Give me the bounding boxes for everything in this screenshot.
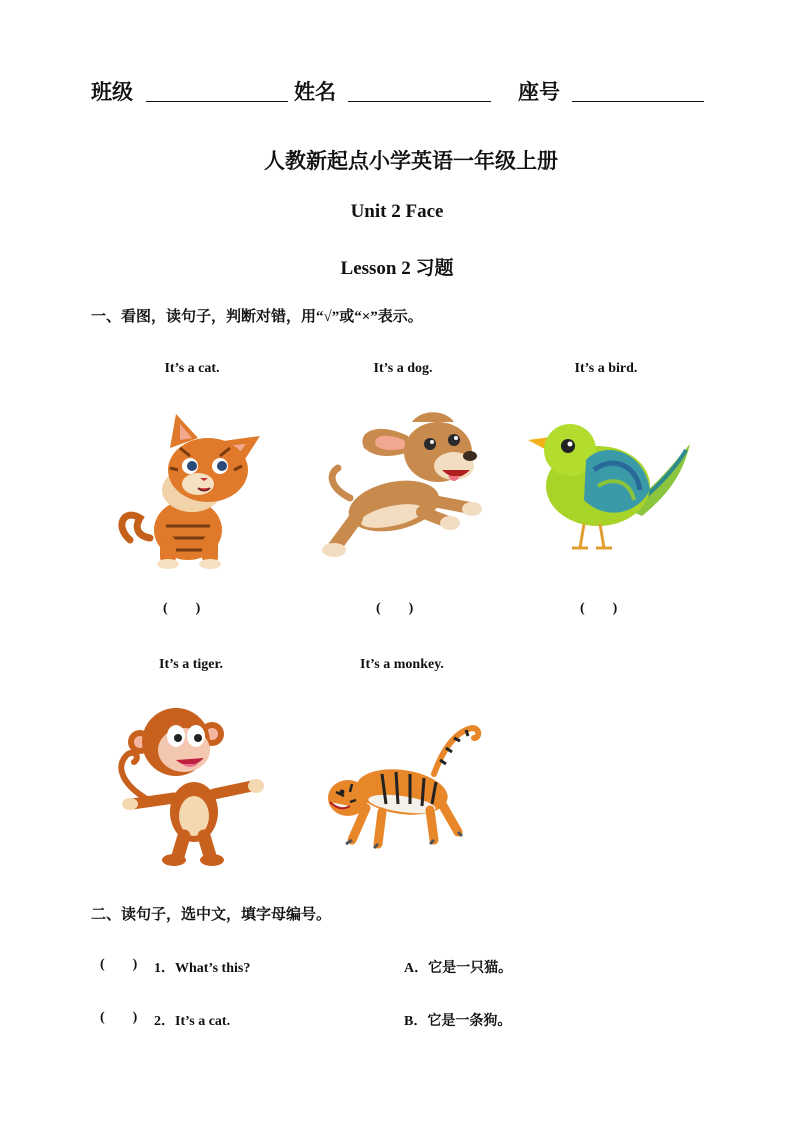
bird-illustration [524,420,694,562]
seat-label: 座号 [518,80,560,104]
option-a: A．它是一只猫。 [404,961,513,976]
tiger-illustration [322,722,482,860]
class-label: 班级 [91,80,133,104]
name-label: 姓名 [294,80,336,104]
q1-text: 1．What’s this? [154,961,251,976]
caption-monkey: It’s a monkey. [360,657,444,672]
class-blank[interactable] [146,101,288,102]
caption-bird: It’s a bird. [574,361,638,376]
seat-blank[interactable] [572,101,704,102]
answer-cat[interactable]: ( ) [163,601,201,616]
caption-dog: It’s a dog. [373,361,433,376]
page-title: 人教新起点小学英语一年级上册 [264,149,558,173]
lesson-title: Lesson 2 习题 [340,258,454,279]
name-blank[interactable] [348,101,491,102]
unit-title: Unit 2 Face [350,201,444,222]
answer-bird[interactable]: ( ) [580,601,618,616]
monkey-illustration [112,706,267,868]
option-b: B．它是一条狗。 [404,1014,512,1029]
caption-cat: It’s a cat. [164,361,220,376]
cat-illustration [120,408,265,570]
caption-tiger: It’s a tiger. [159,657,223,672]
q2-text: 2．It’s a cat. [154,1014,231,1029]
answer-dog[interactable]: ( ) [376,601,414,616]
section2-heading: 二、读句子，选中文，填字母编号。 [91,907,332,923]
dog-illustration [320,408,485,570]
q1-blank[interactable]: ( ) [100,957,138,972]
section1-heading: 一、看图，读句子，判断对错，用“√”或“×”表示。 [91,309,423,325]
q2-blank[interactable]: ( ) [100,1010,138,1025]
